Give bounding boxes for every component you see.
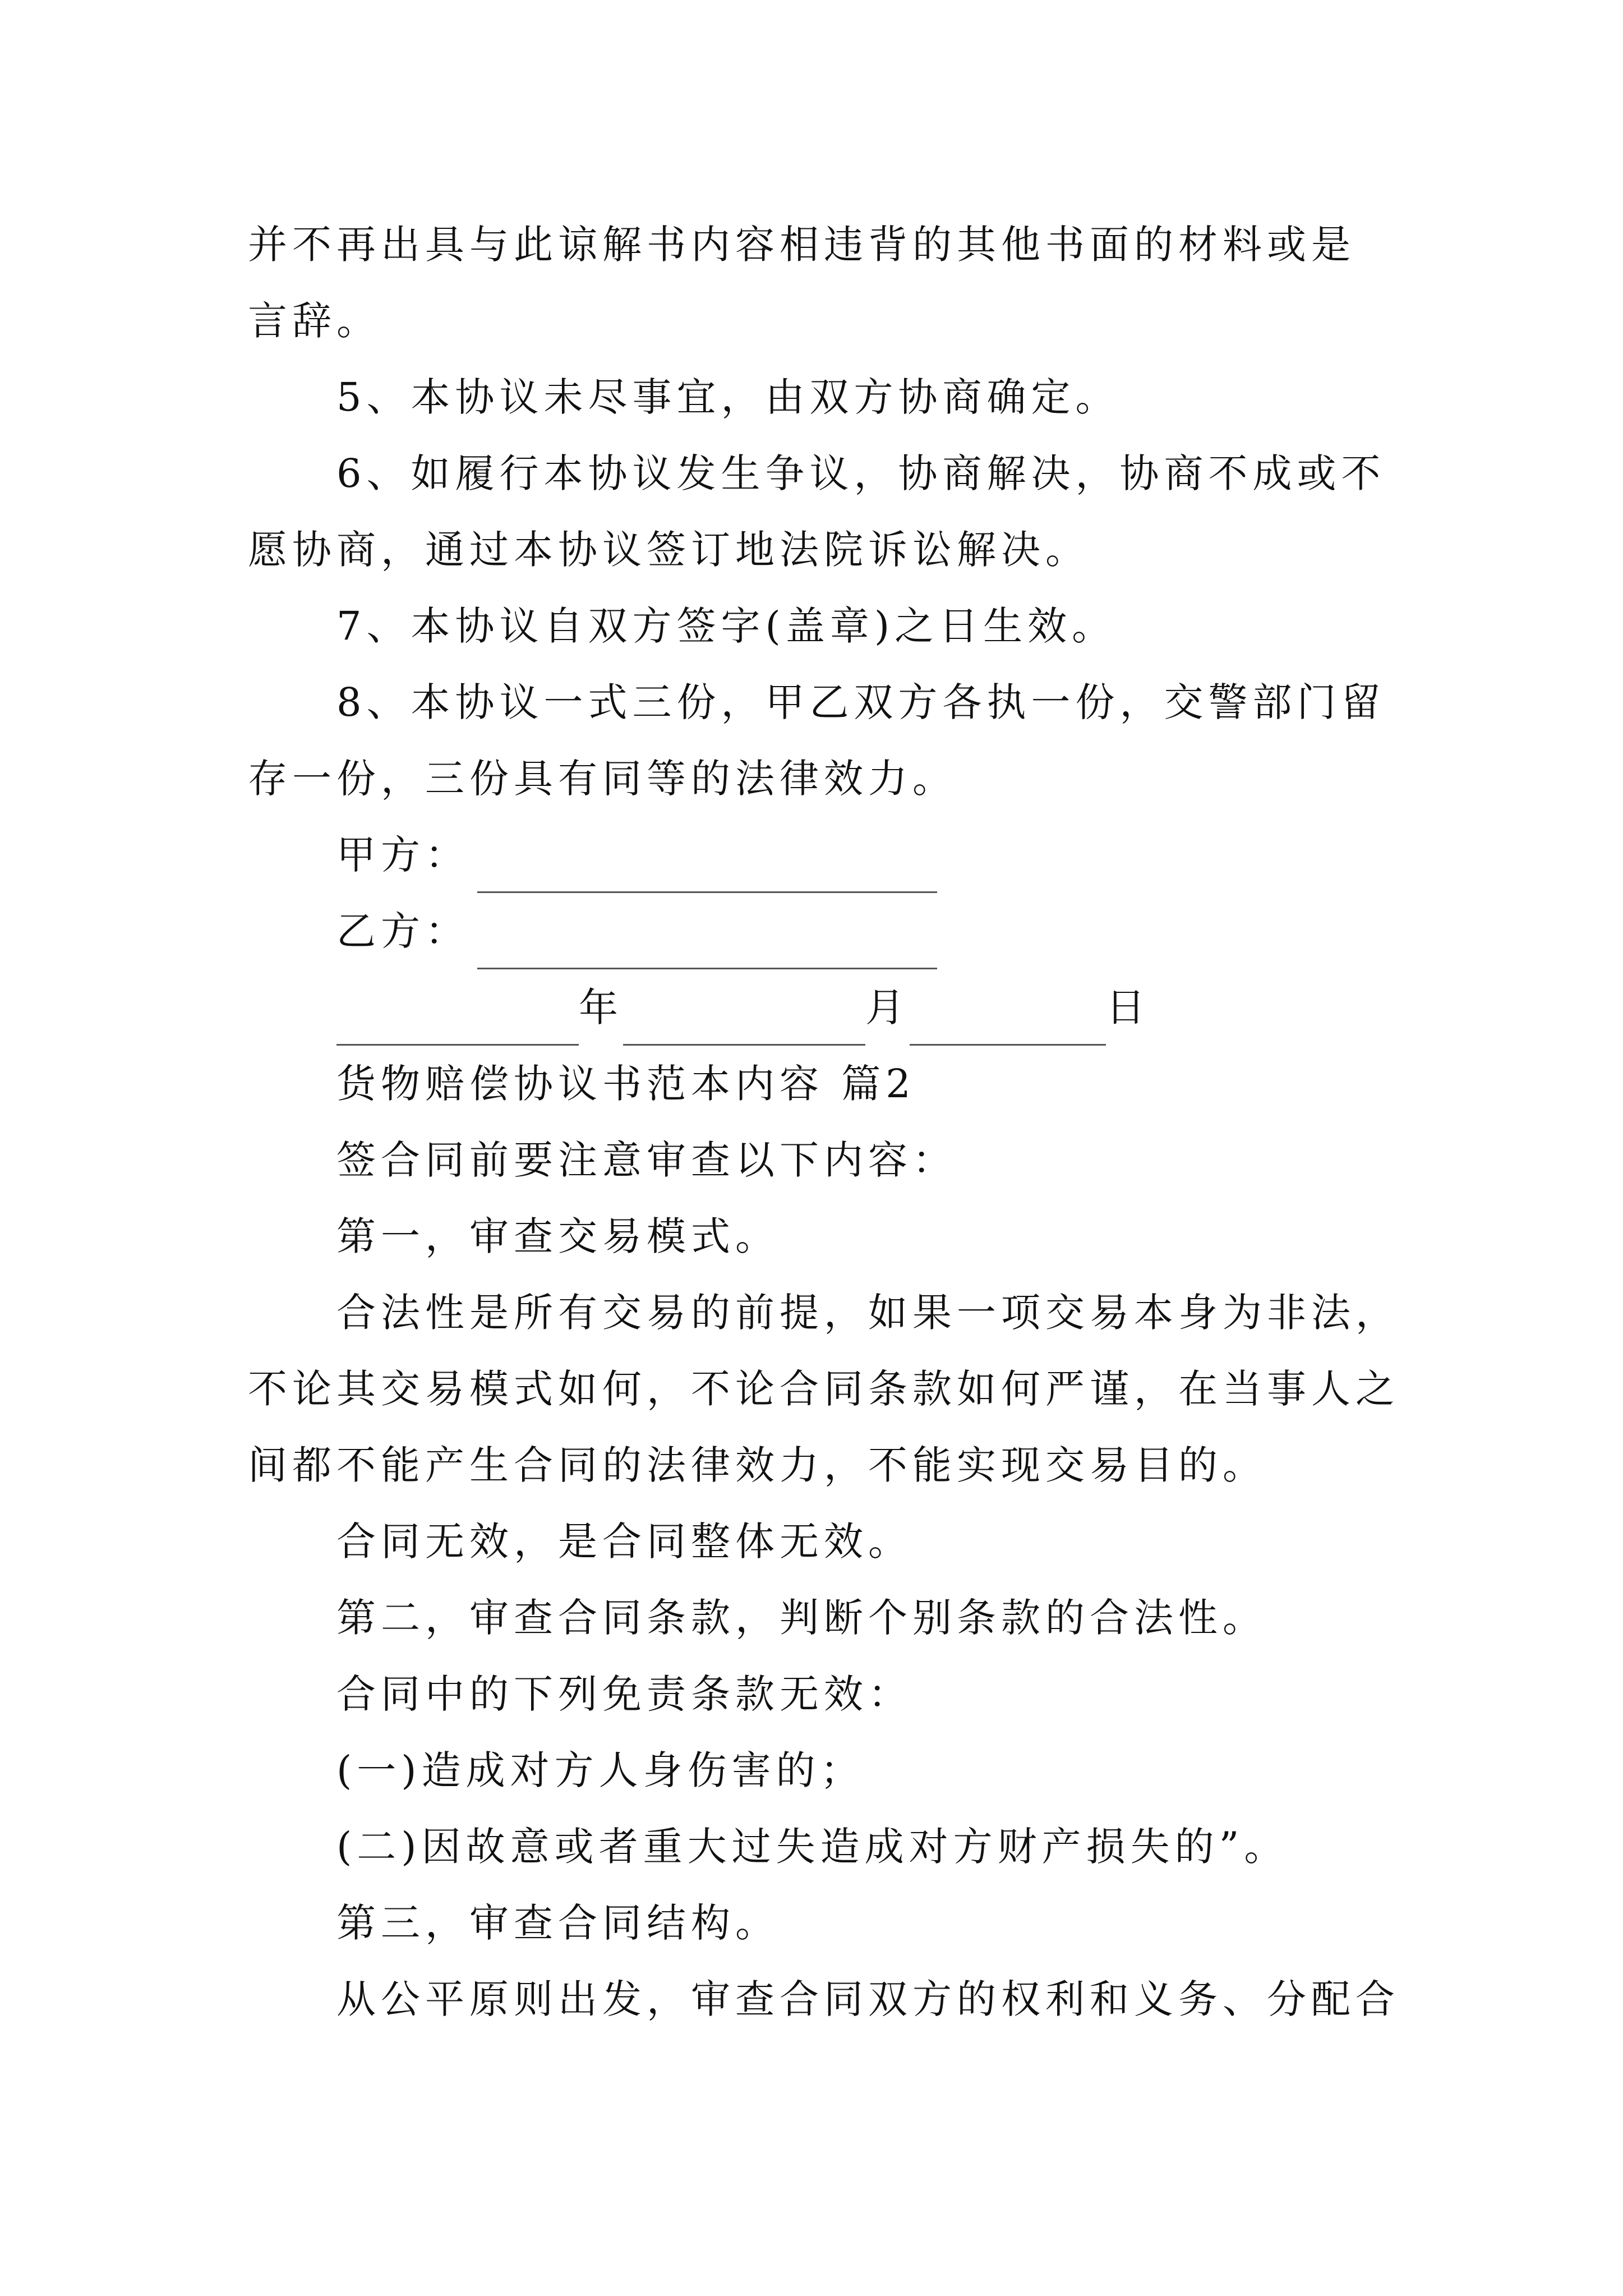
- day-label: 日: [1106, 984, 1150, 1030]
- party-a-blank: [477, 840, 937, 893]
- body-line: 合同无效，是合同整体无效。: [336, 1519, 912, 1565]
- body-line: 第三，审查合同结构。: [336, 1900, 780, 1946]
- body-line: (一)造成对方人身伤害的；: [336, 1747, 865, 1793]
- party-a-signature: [248, 817, 1386, 893]
- paragraph-line: 言辞。: [248, 298, 381, 344]
- body-line: 签合同前要注意审查以下内容：: [336, 1137, 957, 1183]
- body-line: 第一，审查交易模式。: [336, 1213, 780, 1259]
- month-blank: [623, 992, 865, 1046]
- clause-8-continued: 存一份，三份具有同等的法律效力。: [248, 756, 957, 802]
- body-line: 合法性是所有交易的前提，如果一项交易本身为非法，: [336, 1290, 1400, 1336]
- month-label: 月: [865, 984, 910, 1030]
- year-label: 年: [579, 984, 623, 1030]
- clause-7: 7、本协议自双方签字(盖章)之日生效。: [336, 603, 1117, 649]
- clause-5: 5、本协议未尽事宜，由双方协商确定。: [336, 374, 1120, 420]
- paragraph-line: 并不再出具与此谅解书内容相违背的其他书面的材料或是: [248, 222, 1355, 268]
- party-a-label: 甲方：: [336, 832, 469, 878]
- body-line: 第二，审查合同条款，判断个别条款的合法性。: [336, 1595, 1267, 1641]
- party-b-signature: [248, 893, 1386, 969]
- section-title: 货物赔偿协议书范本内容 篇2: [336, 1061, 916, 1107]
- body-line: (二)因故意或者重大过失造成对方财产损失的”。: [336, 1824, 1289, 1870]
- year-blank: [336, 992, 579, 1046]
- clause-8: 8、本协议一式三份，甲乙双方各执一份，交警部门留: [336, 679, 1386, 725]
- body-line: 不论其交易模式如何，不论合同条款如何严谨，在当事人之: [248, 1366, 1400, 1412]
- party-b-blank: [477, 916, 937, 969]
- clause-6: 6、如履行本协议发生争议，协商解决，协商不成或不: [336, 450, 1386, 496]
- body-line: 从公平原则出发，审查合同双方的权利和义务、分配合: [336, 1976, 1400, 2022]
- body-line: 合同中的下列免责条款无效：: [336, 1671, 912, 1717]
- date-line: [248, 969, 1386, 1046]
- day-blank: [910, 992, 1106, 1046]
- party-b-label: 乙方：: [336, 908, 469, 954]
- document-body: [248, 206, 1400, 2037]
- body-line: 间都不能产生合同的法律效力，不能实现交易目的。: [248, 1442, 1267, 1488]
- clause-6-continued: 愿协商，通过本协议签订地法院诉讼解决。: [248, 527, 1090, 573]
